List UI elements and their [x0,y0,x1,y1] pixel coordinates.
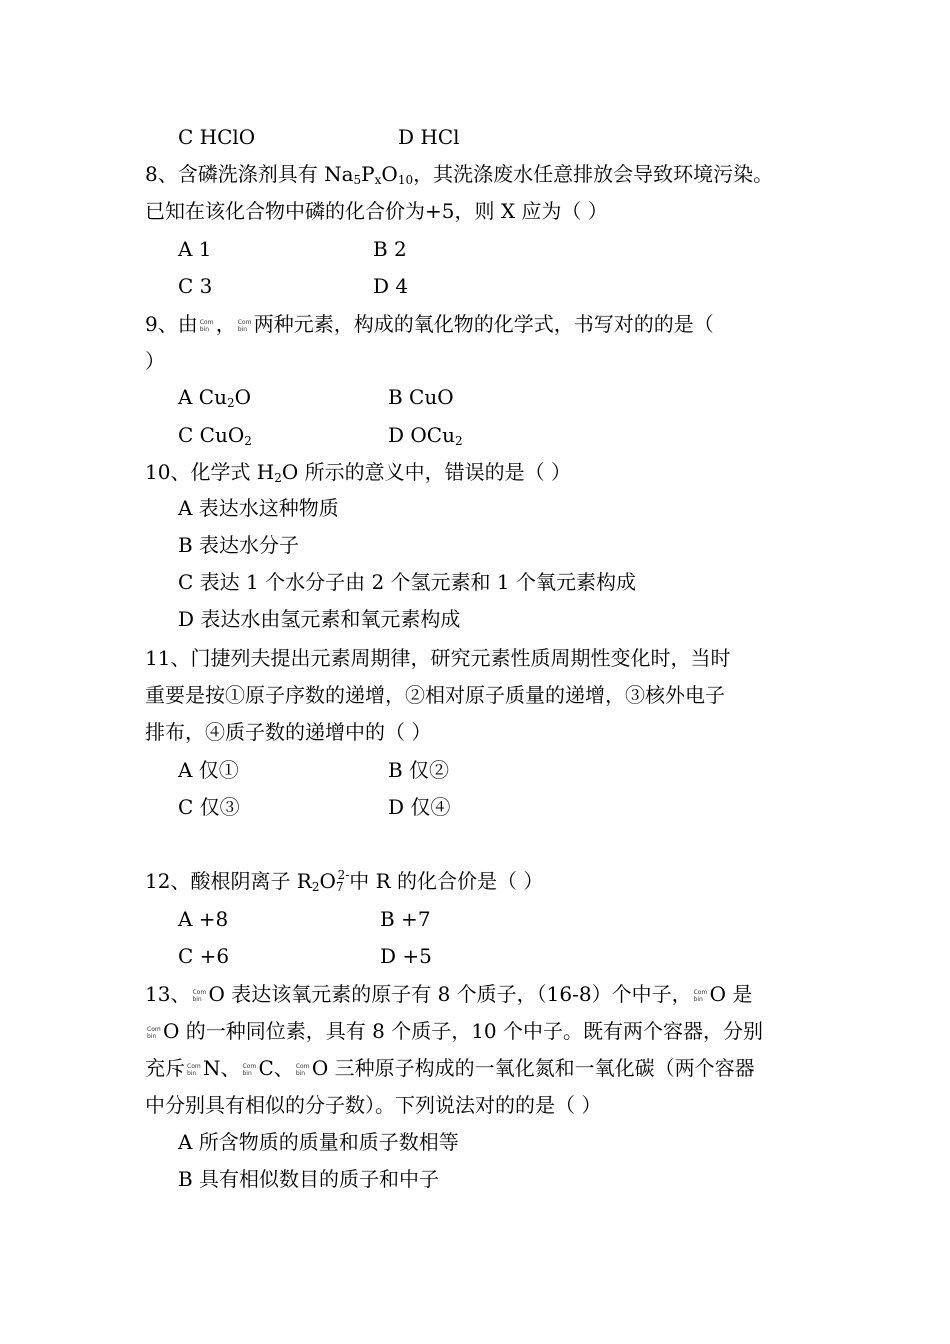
q7-option-c: C HClO [178,125,256,149]
q7-option-d: D HCl [398,125,460,149]
q8-stem-line2: 已知在该化合物中磷的化合价为+5，则 X 应为（ ） [145,199,608,223]
q11-stem-line2: 重要是按①原子序数的递增，②相对原子质量的递增，③核外电子 [145,683,725,707]
q9-stem-line2: ） [145,349,165,373]
q11-stem-line3: 排布，④质子数的递增中的（ ） [145,720,432,744]
q11-option-c: C 仅③ [178,795,240,819]
q8-option-d: D 4 [373,274,409,298]
element-symbol-placeholder: Com bin [693,988,708,1003]
q9-option-b: B CuO [388,385,454,409]
element-symbol-placeholder: Com bin [242,1062,257,1077]
q13-option-a: A 所含物质的质量和质子数相等 [178,1130,459,1154]
q11-option-b: B 仅② [388,758,450,782]
q11-option-d: D 仅④ [388,795,451,819]
element-symbol-placeholder: Com bin [295,1062,310,1077]
q13-stem-line3: 充斥 Com bin N、 Com bin C、 Com bin O 三种原子构成的一氧化氮和一氧化碳（两个容器 [145,1056,755,1080]
q8-option-c: C 3 [178,274,213,298]
q12-option-b: B +7 [380,907,431,931]
q12-option-c: C +6 [178,944,230,968]
q11-option-a: A 仅① [178,758,239,782]
element-symbol-placeholder: Com bin [237,318,252,333]
element-symbol-placeholder: Com bin [192,988,207,1003]
q13-stem-line2: Com bin O 的一种同位素，具有 8 个质子，10 个中子。既有两个容器，分别 [147,1019,763,1043]
q12-option-d: D +5 [380,944,432,968]
q9-stem-line1: 9、由 Com bin ， Com bin 两种元素，构成的氧化物的化学式，书写对的的是（ [145,312,714,336]
q8-option-b: B 2 [373,237,407,261]
q8-option-a: A 1 [178,237,212,261]
q11-stem-line1: 11、门捷列夫提出元素周期律，研究元素性质周期性变化时，当时 [145,646,731,670]
q10-stem: 10、化学式 $H_2O$ 所示的意义中，错误的是（ ） [145,460,572,485]
q10-option-a: A 表达水这种物质 [178,496,339,520]
q9-option-d: D OCu$_2$ [388,423,463,448]
q13-stem-line4: 中分别具有相似的分子数）。下列说法对的的是（ ） [145,1093,602,1117]
q8-stem-line1: 8、含磷洗涤剂具有 $Na_5P_xO_{10}$，其洗涤废水任意排放会导致环境污染。 [145,162,774,187]
q12-option-a: A +8 [178,907,229,931]
element-symbol-placeholder: Com bin [199,318,214,333]
element-symbol-placeholder: Com bin [147,1025,161,1040]
q13-stem-line1: 13、 Com bin O 表达该氧元素的原子有 8 个质子，（16-8）个中子， Com bin O 是 [145,982,753,1006]
q9-option-a: A $Cu_2O$ [178,385,252,410]
element-symbol-placeholder: Com bin [187,1062,201,1077]
q9-option-c: C CuO$_2$ [178,423,252,448]
q12-stem: 12、酸根阴离子 $R_2O_7^{2-}$中 R 的化合价是（ ） [145,868,544,894]
q10-option-b: B 表达水分子 [178,533,300,557]
q13-option-b: B 具有相似数目的质子和中子 [178,1167,440,1191]
q10-option-d: D 表达水由氢元素和氧元素构成 [178,607,461,631]
q10-option-c: C 表达 1 个水分子由 2 个氢元素和 1 个氧元素构成 [178,570,636,594]
